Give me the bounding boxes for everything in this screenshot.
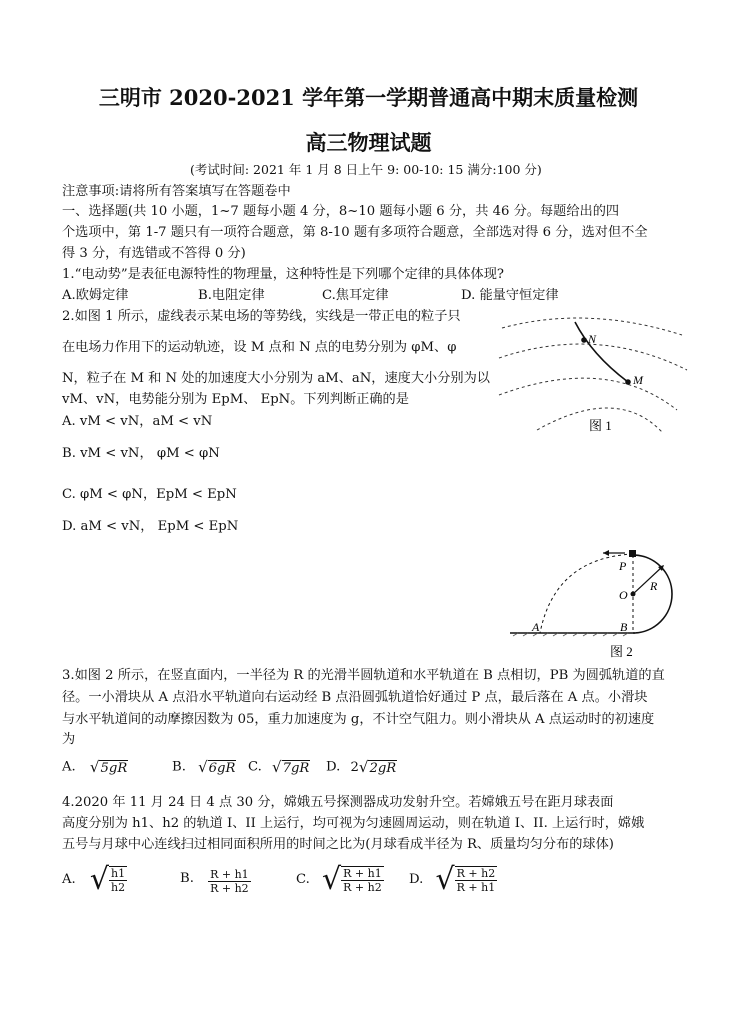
option-label: C. [296, 872, 310, 887]
particle-trajectory [575, 322, 628, 382]
option-c: C.焦耳定律 [322, 288, 389, 303]
point-o-label: O [619, 588, 628, 602]
option-c: C. φM < φN，EpM < EpN [62, 487, 237, 502]
figure-1-caption: 图 1 [589, 418, 612, 433]
sqrt-expression: √5gR [89, 758, 128, 776]
slider-block [629, 550, 636, 557]
option-b [172, 758, 236, 776]
radius-label: R [650, 579, 658, 593]
fraction [455, 866, 498, 894]
point-m-marker [625, 379, 631, 385]
radius-arrow [633, 567, 662, 594]
option-label: B. [180, 871, 194, 886]
figure-1-equipotential [497, 310, 697, 440]
semicircle-track [633, 555, 672, 633]
option-d: D. aM < vN， EpM < EpN [62, 519, 239, 534]
option-a: A.欧姆定律 [62, 288, 129, 303]
question-stem: 1.“电动势”是表征电源特性的物理量，这种特性是下列哪个定律的具体体现? [62, 267, 504, 282]
point-a-label: A [532, 620, 540, 634]
denominator: R + h2 [343, 880, 382, 894]
point-p-label: P [619, 559, 627, 573]
equipotential-line [499, 378, 677, 410]
question-stem: vM、vN，电势能分别为 EpM、 EpN。下列判断正确的是 [62, 392, 409, 407]
option-b: B.电阻定律 [198, 288, 265, 303]
sqrt-sign-icon: √ [435, 862, 455, 897]
option-d [326, 758, 397, 776]
option-label: D. [326, 759, 341, 775]
radicand: 2gR [369, 761, 397, 776]
question-stem: 为 [62, 732, 76, 747]
option-b: B. vM < vN， φM < φN [62, 446, 220, 461]
question-stem: 2.如图 1 所示，虚线表示某电场的等势线，实线是一带正电的粒子只 [62, 309, 461, 324]
fraction [109, 866, 127, 894]
denominator: h2 [111, 880, 126, 894]
figure-2-caption: 图 2 [610, 644, 633, 659]
section-intro-line: 个选项中，第 1-7 题只有一项符合题意，第 8-10 题有多项符合题意，全部选对得 6 分，选对但不全 [62, 225, 648, 240]
option-d [409, 862, 497, 897]
radicand: 7gR [282, 761, 310, 776]
option-label: C. [248, 759, 262, 775]
question-stem: 3.如图 2 所示，在竖直面内，一半径为 R 的光滑半圆轨道和水平轨道在 B 点相切，PB 为圆弧轨道的直 [62, 668, 665, 683]
numerator: h1 [111, 866, 126, 880]
radicand: 6gR [208, 761, 236, 776]
fraction [341, 866, 384, 894]
option-b [180, 862, 251, 895]
option-label: A. [62, 759, 76, 775]
numerator: R + h1 [343, 866, 382, 880]
option-c [248, 758, 310, 776]
notice: 注意事项:请将所有答案填写在答题卷中 [62, 184, 291, 199]
point-m-label: M [633, 373, 643, 387]
option-a [62, 758, 128, 776]
option-label: D. [409, 872, 424, 887]
option-label: A. [62, 872, 76, 887]
numerator: R + h2 [456, 866, 496, 880]
option-c [296, 862, 384, 897]
section-intro-line: 得 3 分，有选错或不答得 0 分) [62, 246, 246, 261]
page-subtitle: 高三物理试题 [305, 130, 432, 155]
sqrt-expression: √6gR [198, 758, 236, 776]
velocity-arrowhead [603, 550, 609, 556]
exam-info: (考试时间: 2021 年 1 月 8 日上午 9: 00-10: 15 满分:100 分) [190, 162, 542, 177]
option-a [62, 862, 127, 897]
fraction [208, 868, 251, 895]
question-stem: 4.2020 年 11 月 24 日 4 点 30 分，嫦娥五号探测器成功发射升空。若嫦娥五号在距月球表面 [62, 795, 614, 810]
option-label: B. [172, 759, 186, 775]
question-stem: 与水平轨道间的动摩擦因数为 05，重力加速度为 g，不计空气阻力。则小滑块从 A 点运动时的初速度 [62, 712, 655, 727]
question-stem: 高度分别为 h1、h2 的轨道 I、II 上运行，均可视为匀速圆周运动，则在轨道 I、II. 上运行时，嫦娥 [62, 816, 645, 831]
denominator: R + h2 [210, 882, 249, 895]
sqrt-sign-icon: √ [322, 862, 342, 897]
page-title: 三明市 2020-2021 学年第一学期普通高中期末质量检测 [98, 85, 639, 110]
question-stem: 在电场力作用下的运动轨迹，设 M 点和 N 点的电势分别为 φM、φ [62, 340, 457, 355]
question-stem: N，粒子在 M 和 N 处的加速度大小分别为 aM、aN，速度大小分别为以 [62, 371, 490, 386]
section-intro-line: 一、选择题(共 10 小题，1~7 题每小题 4 分，8~10 题每小题 6 分，共 46 分。每题给出的四 [62, 204, 620, 219]
point-n-marker [581, 337, 587, 343]
sqrt-expression: √7gR [272, 758, 310, 776]
radicand: 5gR [100, 761, 128, 776]
coefficient: 2 [350, 759, 359, 775]
sqrt-expression: √2gR [358, 758, 397, 776]
question-stem: 五号与月球中心连线扫过相同面积所用的时间之比为(月球看成半径为 R、质量均匀分布的球体) [62, 837, 614, 852]
sqrt-sign-icon: √ [89, 862, 110, 897]
numerator: R + h1 [210, 868, 249, 881]
question-stem: 径。一小滑块从 A 点沿水平轨道向右运动经 B 点沿圆弧轨道恰好通过 P 点，最后落在 A 点。小滑块 [62, 690, 648, 705]
point-n-label: N [588, 332, 597, 346]
point-b-label: B [620, 620, 628, 634]
option-d: D. 能量守恒定律 [461, 288, 559, 303]
option-a: A. vM < vN，aM < vN [62, 414, 213, 429]
denominator: R + h1 [456, 880, 496, 894]
figure-2-track [507, 540, 687, 662]
